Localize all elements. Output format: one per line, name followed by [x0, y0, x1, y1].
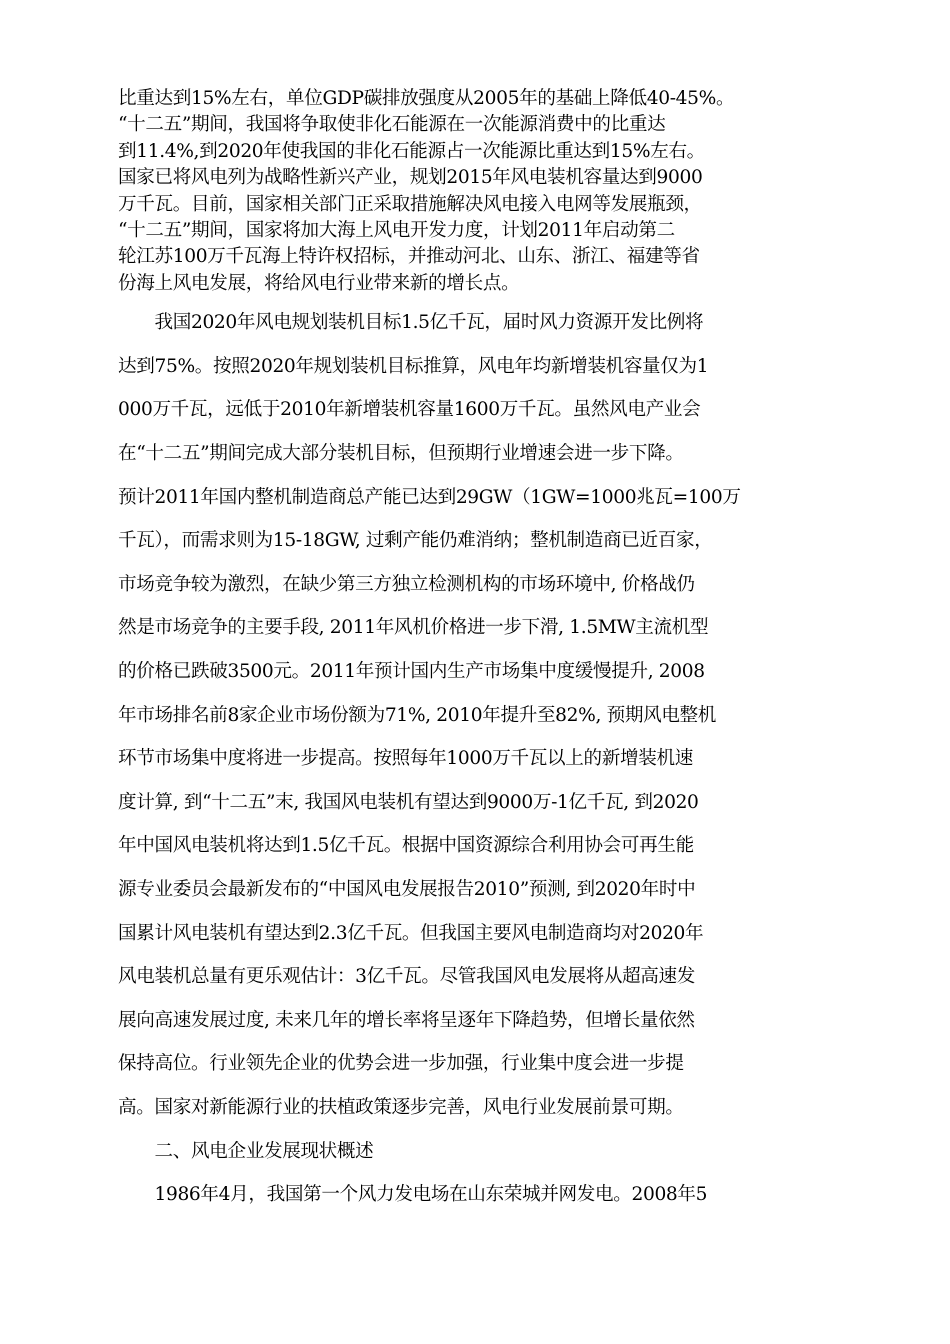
document-page [118, 86, 840, 1217]
text-line: 1986年4月，我国第一个风力发电场在山东荣城并网发电。2008年5 [118, 1184, 708, 1206]
paragraph-wind-power-outlook [118, 301, 840, 1129]
paragraph-policy-targets [118, 86, 840, 297]
text-line: 千瓦），而需求则为15-18GW, 过剩产能仍难消纳；整机制造商已近百家， [118, 530, 713, 552]
text-line: 然是市场竞争的主要手段, 2011年风机价格进一步下滑, 1.5MW主流机型 [118, 617, 709, 639]
text-line: 份海上风电发展，将给风电行业带来新的增长点。 [118, 272, 520, 294]
text-line: 年市场排名前8家企业市场份额为71%, 2010年提升至82%, 预期风电整机 [118, 704, 717, 726]
text-line: 国累计风电装机有望达到2.3亿千瓦。但我国主要风电制造商均对2020年 [118, 922, 704, 944]
text-line: 风电装机总量有更乐观估计：3亿千瓦。尽管我国风电发展将从超高速发 [118, 966, 696, 988]
text-line: 展向高速发展过度, 未来几年的增长率将呈逐年下降趋势，但增长量依然 [118, 1009, 695, 1031]
text-line: 轮江苏100万千瓦海上特许权招标，并推动河北、山东、浙江、福建等省 [118, 246, 700, 268]
text-line: 高。国家对新能源行业的扶植政策逐步完善，风电行业发展前景可期。 [118, 1096, 684, 1118]
text-line: 环节市场集中度将进一步提高。按照每年1000万千瓦以上的新增装机速 [118, 748, 693, 770]
text-line: 比重达到15%左右，单位GDP碳排放强度从2005年的基础上降低40-45%。 [118, 88, 735, 109]
section-heading [118, 1130, 840, 1174]
text-line: “十二五”期间，国家将加大海上风电开发力度，计划2011年启动第二 [118, 220, 675, 242]
heading-text: 二、风电企业发展现状概述 [118, 1140, 374, 1162]
text-line: 到11.4%,到2020年使我国的非化石能源占一次能源比重达到15%左右。 [118, 140, 705, 162]
text-line: 年中国风电装机将达到1.5亿千瓦。根据中国资源综合利用协会可再生能 [118, 835, 694, 857]
text-line: 我国2020年风电规划装机目标1.5亿千瓦，届时风力资源开发比例将 [118, 312, 704, 334]
text-line: 000万千瓦，远低于2010年新增装机容量1600万千瓦。虽然风电产业会 [118, 399, 701, 421]
text-line: 达到75%。按照2020年规划装机目标推算，风电年均新增装机容量仅为1 [118, 355, 709, 377]
text-line: 在“十二五”期间完成大部分装机目标，但预期行业增速会进一步下降。 [118, 443, 684, 465]
text-line: 预计2011年国内整机制造商总产能已达到29GW（1GW=1000兆瓦=100万 [118, 486, 741, 508]
text-line: 万千瓦。目前，国家相关部门正采取措施解决风电接入电网等发展瓶颈， [118, 193, 702, 215]
text-line: 国家已将风电列为战略性新兴产业，规划2015年风电装机容量达到9000 [118, 167, 703, 189]
text-line: 的价格已跌破3500元。2011年预计国内生产市场集中度缓慢提升, 2008 [118, 661, 705, 682]
text-line: “十二五”期间，我国将争取使非化石能源在一次能源消费中的比重达 [118, 114, 666, 136]
text-line: 市场竞争较为激烈，在缺少第三方独立检测机构的市场环境中, 价格战仍 [118, 573, 695, 595]
paragraph-enterprise-history [118, 1173, 840, 1217]
text-line: 度计算, 到“十二五”末, 我国风电装机有望达到9000万-1亿千瓦, 到2020 [118, 791, 699, 813]
text-line: 保持高位。行业领先企业的优势会进一步加强，行业集中度会进一步提 [118, 1053, 684, 1075]
text-line: 源专业委员会最新发布的“中国风电发展报告2010”预测, 到2020年时中 [118, 878, 696, 900]
